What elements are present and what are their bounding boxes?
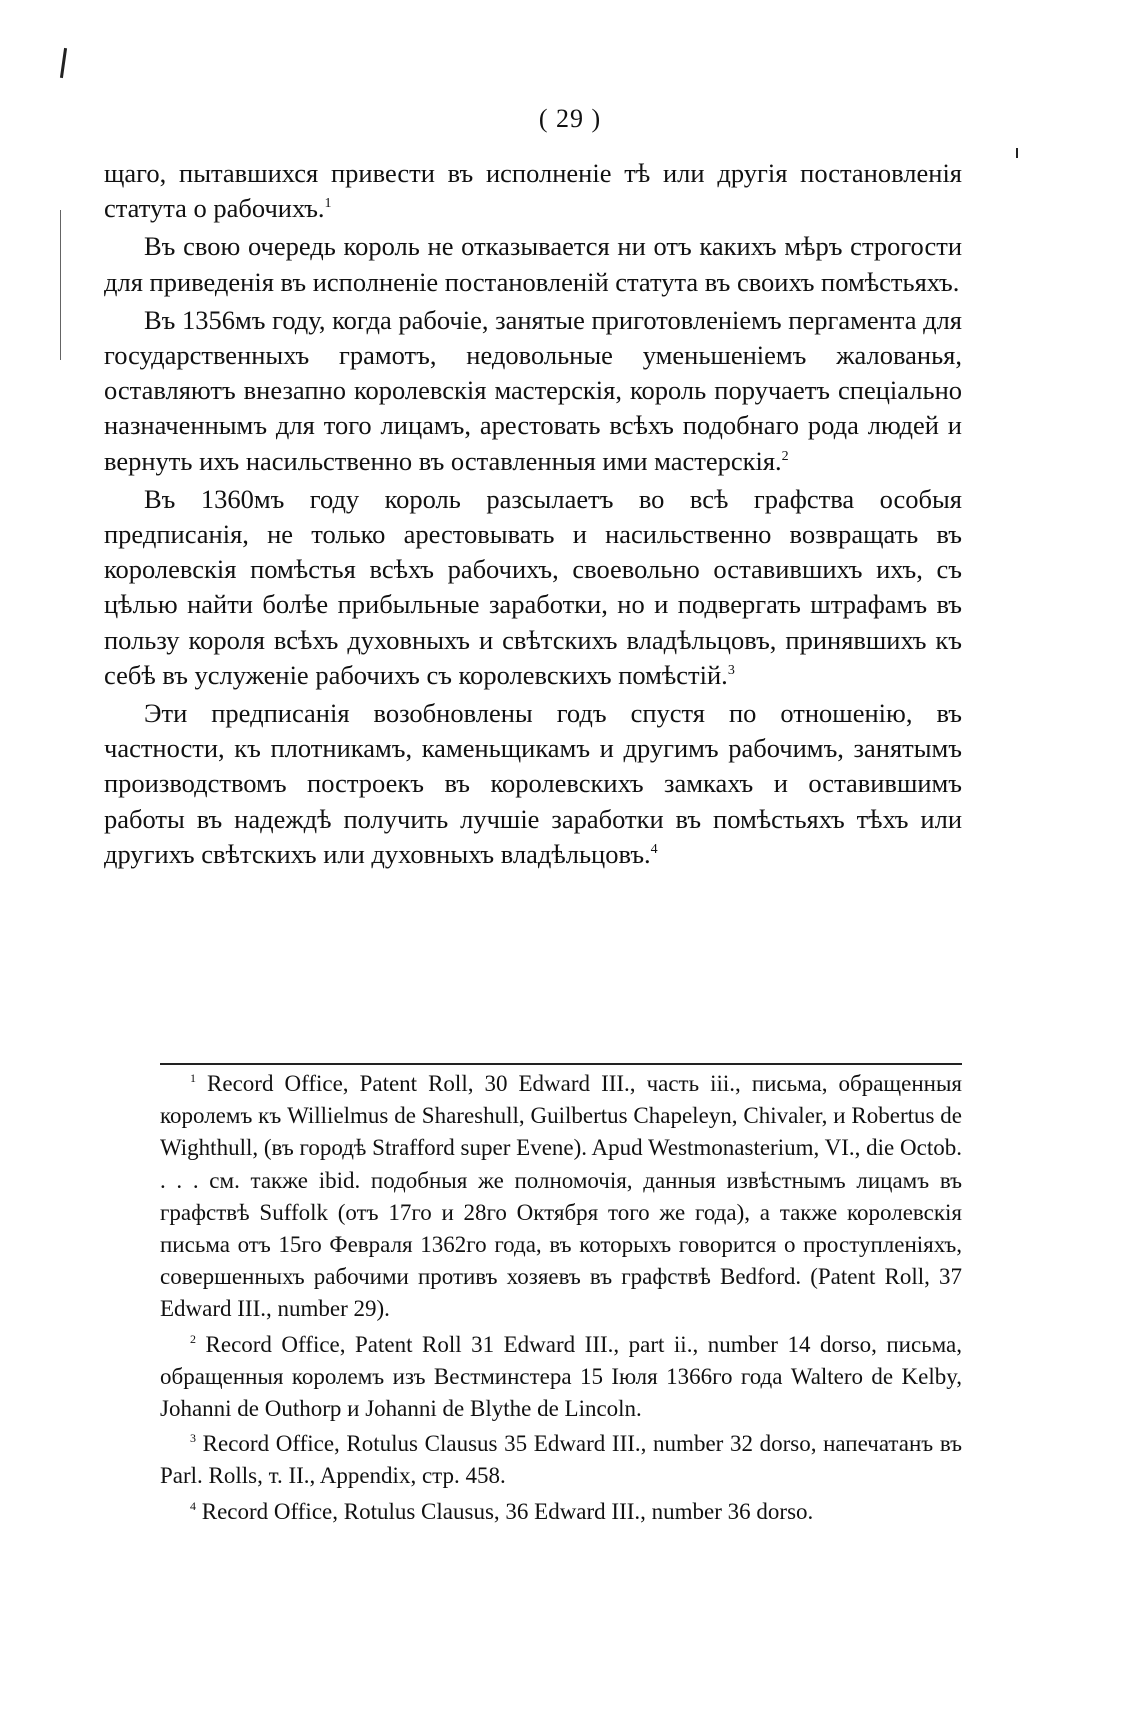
footnote <box>160 1496 962 1528</box>
scan-mark-right-margin <box>1016 148 1018 158</box>
paragraph <box>104 156 962 226</box>
scan-mark-top-left <box>60 48 67 78</box>
footnote-mark: 3 <box>190 1431 196 1446</box>
paragraph-text: щаго, пытавшихся привести въ исполненіе тѣ или другія постановленія статута о рабочихъ. <box>104 158 962 224</box>
paragraph <box>104 303 962 479</box>
paragraph-text: Эти предписанія возобновлены годъ спустя по отношенію, въ частности, къ плотникамъ, каменьщикамъ и другимъ рабочимъ, занятымъ производствомъ построекъ въ королевскихъ замкахъ и оставившимъ работы въ надеждѣ получить лучшіе заработки въ помѣстьяхъ тѣхъ или другихъ свѣтскихъ или духовныхъ владѣльцовъ. <box>104 698 962 869</box>
footnote-text: Record Office, Patent Roll 31 Edward III., part ii., number 14 dorso, письма, обращенныя королемъ изъ Вестминстера 15 Іюля 1366го года Waltero de Kelby, Johanni de Outhorp и Johanni de Blythe de Lincoln. <box>160 1331 963 1422</box>
footnote-text: Record Office, Patent Roll, 30 Edward III., часть iii., письма, обращенныя королемъ къ Willielmus de Shareshull, Guilbertus Chapeleyn, Chivaler, и Robertus de Wighthull, (въ городѣ Strafford super Evene). Apud Westmonasterium, VI., die Octob. . . . см. также ibid. подобныя же полномочія, данныя извѣстнымъ лицамъ въ графствѣ Suffolk (отъ 17го и 28го Октября того же года), а также королевскія письма отъ 15го Февраля 1362го года, въ которыхъ говорится о проступленіяхъ, совершенныхъ рабочими противъ хозяевъ въ графствѣ Bedford. (Patent Roll, 37 Edward III., number 29). <box>160 1071 962 1322</box>
footnote-ref[interactable]: 4 <box>650 841 658 857</box>
footnote-mark: 2 <box>190 1331 196 1346</box>
paragraph-text: Въ 1356мъ году, когда рабочіе, занятые приготовленіемъ пергамента для государственныхъ грамотъ, недовольные уменьшеніемъ жалованья, оставляютъ внезапно королевскія мастерскія, король поручаетъ спеціально назначеннымъ для того лицамъ, арестовать всѣхъ подобнаго рода людей и вернуть ихъ насильственно въ оставленныя ими мастерскія. <box>104 304 962 476</box>
scan-mark-left-margin <box>60 210 61 360</box>
paragraph-text: Въ свою очередь король не отказывается ни отъ какихъ мѣръ строгости для приведенія въ исполненіе постановленій статута въ своихъ помѣстьяхъ. <box>104 231 962 297</box>
footnote <box>160 1068 962 1326</box>
footnotes <box>160 1068 962 1531</box>
footnote-ref[interactable]: 3 <box>727 662 735 678</box>
footnote <box>160 1329 962 1426</box>
page-number: ( 29 ) <box>538 104 602 133</box>
paragraph <box>104 482 962 693</box>
footnote-mark: 4 <box>190 1498 196 1513</box>
footnote <box>160 1428 962 1492</box>
paragraph-text: Въ 1360мъ году король разсылаетъ во всѣ графства особыя предписанія, не только арестовывать и насильственно возвращать въ королевскія помѣстья всѣхъ рабочихъ, своевольно оставившихъ ихъ, съ цѣлью найти болѣе прибыльные заработки, но и подвергать штрафамъ въ пользу короля всѣхъ духовныхъ и свѣтскихъ владѣльцовъ, принявшихъ къ себѣ въ услуженіе рабочихъ съ королевскихъ помѣстій. <box>104 483 962 690</box>
footnote-mark: 1 <box>190 1071 196 1085</box>
main-text <box>104 156 962 875</box>
footnote-ref[interactable]: 2 <box>781 448 789 464</box>
footnote-text: Record Office, Rotulus Clausus, 36 Edward III., number 36 dorso. <box>201 1498 814 1524</box>
footnote-divider <box>160 1063 962 1065</box>
footnote-text: Record Office, Rotulus Clausus 35 Edward III., number 32 dorso, напечатанъ въ Parl. Rolls, т. II., Appendix, стр. 458. <box>160 1431 963 1489</box>
footnote-ref[interactable]: 1 <box>324 196 332 212</box>
paragraph <box>104 229 962 299</box>
paragraph <box>104 696 962 872</box>
